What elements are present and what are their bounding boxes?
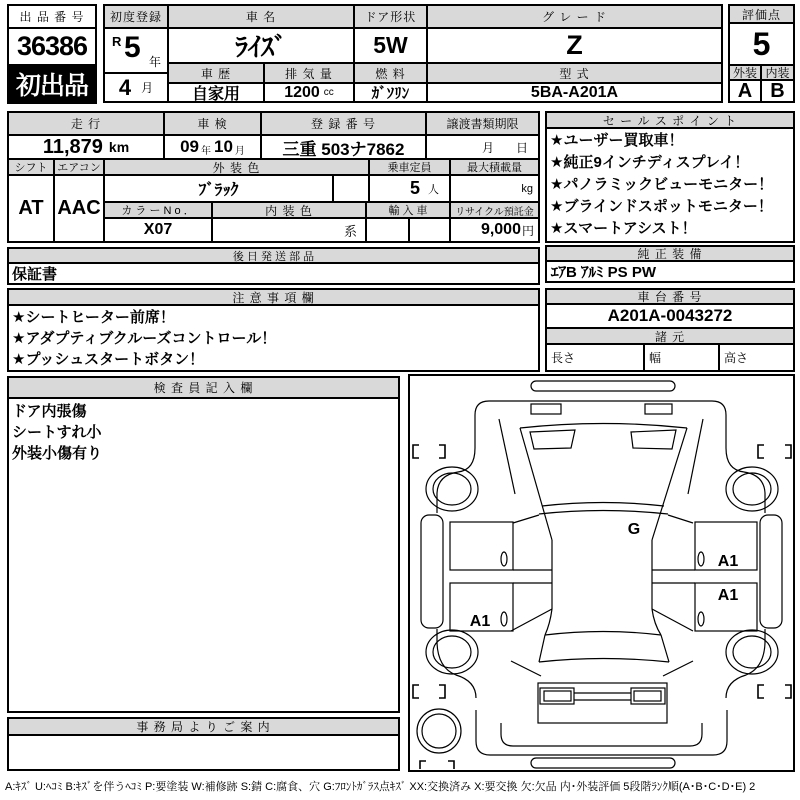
interior-grade-value: B — [770, 81, 785, 101]
inspection-month: 10 — [214, 137, 233, 156]
front-left-wheel-inner — [433, 473, 471, 505]
inspection-month-unit: 月 — [234, 145, 245, 157]
capacity-value — [370, 176, 451, 203]
details-table — [7, 111, 540, 243]
recycle-deposit-value — [451, 219, 538, 241]
transfer-month-unit: 月 — [481, 140, 494, 155]
exterior-grade-label: 外装 — [730, 66, 762, 81]
corner-bracket — [420, 761, 426, 769]
score-box — [728, 4, 795, 103]
rear-bumper-outline — [476, 710, 727, 755]
first-reg-era: R — [112, 34, 122, 49]
taillight-right-inner — [634, 691, 661, 701]
capacity-unit: 人 — [428, 183, 439, 196]
shift-value: AT — [9, 176, 55, 241]
left-sill — [421, 515, 443, 628]
aircon-value: AAC — [55, 176, 105, 241]
fuel-label: 燃 料 — [355, 64, 428, 84]
inspector-label: 検 査 員 記 入 欄 — [9, 378, 398, 399]
office-label: 事 務 局 よ り ご 案 内 — [9, 719, 398, 736]
mileage-unit: km — [108, 139, 130, 155]
damage-mark-g: G — [627, 521, 641, 538]
corner-bracket — [785, 685, 791, 698]
transfer-docs-label: 譲渡書類期限 — [427, 113, 538, 136]
left-rear-door-handle — [501, 612, 507, 626]
recycle-deposit-label: リサイクル預託金 — [451, 203, 538, 219]
damage-mark-a1-right-front: A1 — [717, 553, 739, 570]
spec-length-cell: 長さ — [547, 345, 645, 370]
corner-bracket — [413, 445, 419, 458]
score-value: 5 — [730, 24, 793, 66]
corner-bracket — [785, 445, 791, 458]
aircon-label: エアコン — [55, 160, 105, 176]
inspection-year-unit: 年 — [201, 145, 211, 157]
later-parts-box — [7, 247, 540, 285]
transfer-docs-value — [427, 136, 538, 160]
grade-label: グ レ ー ド — [428, 6, 721, 29]
color-no-label: カ ラ ー N o ． — [105, 203, 213, 219]
sales-point-item: ★純正9インチディスプレイ！ — [550, 154, 750, 171]
model-code-label: 型 式 — [428, 64, 721, 84]
right-a-pillar — [652, 428, 687, 540]
specs-label: 諸 元 — [547, 329, 793, 345]
damage-mark-a1-left-rear: A1 — [469, 613, 491, 630]
rear-left-curve — [545, 609, 552, 635]
car-diagram-box — [408, 374, 795, 772]
inspector-list — [9, 401, 398, 464]
rear-left-flap-top — [511, 609, 552, 631]
corner-bracket — [439, 445, 445, 458]
displacement-number: 1200 — [284, 84, 320, 101]
inspector-item: ドア内張傷 — [12, 403, 87, 420]
hood-edge-left — [499, 419, 515, 494]
rear-right-fender — [726, 629, 765, 698]
car-diagram — [410, 376, 793, 770]
first-reg-year: 5 — [124, 31, 141, 64]
transfer-day-unit: 日 — [515, 140, 528, 155]
rear-bumper-strip — [531, 758, 675, 768]
windshield-base-arc-1 — [542, 503, 664, 507]
color-no-value: X07 — [105, 219, 213, 241]
inspection-value — [165, 136, 262, 160]
equipment-value: ｴｱB ｱﾙﾐ PS PW — [551, 264, 657, 281]
right-rear-door-handle — [698, 612, 704, 626]
corner-bracket — [448, 761, 454, 769]
vehicle-info-table — [103, 4, 723, 103]
left-front-door-handle — [501, 552, 507, 566]
lot-box — [7, 4, 97, 104]
right-sill — [760, 515, 782, 628]
office-empty-area — [9, 736, 398, 769]
corner-bracket — [758, 685, 764, 698]
chassis-label: 車 台 番 号 — [547, 290, 793, 305]
spec-width-cell: 幅 — [645, 345, 720, 370]
corner-bracket — [413, 685, 419, 698]
payload-label: 最大積載量 — [451, 160, 538, 176]
sales-points-list — [547, 130, 793, 240]
legend-text: A:ｷｽﾞ U:ﾍｺﾐ B:ｷｽﾞを伴うﾍｺﾐ P:要塗装 W:補修跡 S:錆 C:腐食、穴 G:ﾌﾛﾝﾄｶﾞﾗｽ点ｷｽﾞ XX:交換済み X:要交換 欠:欠品 内･外装評価 5段階ﾗﾝｸ順(A･B･C･D･E) 2 — [5, 781, 756, 793]
interior-color-value: 系 — [213, 219, 367, 241]
exterior-color-label: 外 装 色 — [105, 160, 370, 176]
taillight-left-inner — [544, 691, 571, 701]
lot-number: 36386 — [9, 29, 95, 66]
history-label: 車 歴 — [169, 64, 265, 84]
sales-point-item: ★ブラインドスポットモニター！ — [550, 198, 773, 215]
door-shape-value: 5W — [355, 29, 428, 64]
rear-window-top-arc — [545, 632, 661, 636]
corner-bracket — [439, 685, 445, 698]
interior-grade-label: 内装 — [762, 66, 793, 81]
first-reg-month: 4 — [118, 74, 132, 100]
mileage-value — [9, 136, 165, 160]
sales-point-item: ★ユーザー買取車！ — [550, 132, 684, 149]
spare-tire-inner — [422, 714, 456, 748]
rear-bumper-inner — [501, 723, 702, 746]
fuel-value: ｶﾞｿﾘﾝ — [355, 84, 428, 101]
left-front-door — [450, 522, 513, 570]
sales-point-item: ★スマートアシスト！ — [550, 220, 697, 237]
door-shape-label: ドア形状 — [355, 6, 428, 29]
inspector-item: 外装小傷有り — [12, 445, 103, 462]
front-plate-right — [645, 404, 672, 414]
windshield-pane-left — [530, 430, 575, 449]
front-plate-left — [531, 404, 561, 414]
capacity-label: 乗車定員 — [370, 160, 451, 176]
notes-list — [9, 307, 538, 370]
grade-value: Z — [428, 29, 721, 64]
shift-label: シフト — [9, 160, 55, 176]
car-name-label: 車 名 — [169, 6, 355, 29]
office-box — [7, 717, 400, 771]
exterior-color-extra-cell — [334, 176, 370, 203]
first-reg-label: 初度登録 — [105, 6, 169, 29]
hood-edge-right — [688, 419, 703, 494]
front-left-flap — [513, 515, 539, 523]
mileage-label: 走 行 — [9, 113, 165, 136]
front-right-flap — [668, 515, 693, 523]
sales-points-box — [545, 111, 795, 243]
import-car-cell-2 — [410, 219, 451, 241]
rear-window-right — [661, 635, 669, 662]
corner-bracket — [758, 445, 764, 458]
import-car-cell-1 — [367, 219, 410, 241]
inspector-item: シートすれ小 — [12, 424, 102, 441]
rear-right-flap-top — [652, 609, 693, 631]
equipment-label: 純 正 装 備 — [547, 247, 793, 262]
displacement-value — [265, 84, 355, 101]
inspection-year: 09 — [180, 137, 199, 156]
rear-right-flap-bottom — [663, 661, 693, 676]
capacity-number: 5 — [409, 178, 420, 198]
inspector-box — [7, 376, 400, 713]
displacement-unit: cc — [323, 87, 334, 98]
note-item: ★シートヒーター前席！ — [12, 309, 175, 326]
note-item: ★プッシュスタートボタン！ — [12, 351, 205, 368]
spare-tire — [417, 709, 461, 753]
score-label: 評価点 — [730, 6, 793, 24]
payload-value: kg — [451, 176, 538, 203]
lot-label: 出 品 番 号 — [9, 6, 95, 29]
first-reg-month-cell — [105, 74, 169, 101]
interior-color-label: 内 装 色 — [213, 203, 367, 219]
rear-hatch — [538, 683, 667, 723]
recycle-unit: 円 — [521, 223, 534, 238]
history-value: 自家用 — [169, 84, 265, 101]
rear-left-wheel-inner — [433, 636, 471, 668]
sales-points-label: セ ー ル ス ポ イ ン ト — [547, 113, 793, 129]
front-bumper-outline — [475, 401, 726, 448]
import-car-label: 輸 入 車 — [367, 203, 451, 219]
first-reg-year-cell — [105, 29, 169, 74]
mileage-number: 11,879 — [42, 136, 103, 158]
right-front-door-handle — [698, 552, 704, 566]
sales-point-item: ★パノラミックビューモニター！ — [550, 176, 774, 193]
inspection-label: 車 検 — [165, 113, 262, 136]
front-right-wheel-inner — [733, 473, 771, 505]
first-reg-year-unit: 年 — [148, 55, 161, 69]
first-reg-month-unit: 月 — [141, 81, 154, 95]
chassis-value: A201A-0043272 — [547, 305, 793, 329]
rear-left-fender — [437, 629, 476, 698]
equipment-box — [545, 245, 795, 283]
spec-height-cell: 高さ — [724, 351, 749, 365]
rear-window-left — [539, 635, 545, 662]
windshield-base-arc-2 — [539, 511, 668, 515]
rear-window-bottom-arc — [539, 659, 669, 663]
registration-label: 登 録 番 号 — [262, 113, 427, 136]
chassis-box — [545, 288, 795, 372]
exterior-color-value: ﾌﾞﾗｯｸ — [105, 176, 334, 203]
later-parts-label: 後 日 発 送 部 品 — [9, 249, 538, 264]
note-item: ★アダプティブクルーズコントロール！ — [12, 330, 277, 347]
right-door-joint-lines — [652, 570, 695, 583]
damage-mark-a1-right-rear: A1 — [717, 587, 739, 604]
recycle-number: 9,000 — [480, 221, 521, 238]
model-code-value: 5BA-A201A — [530, 84, 619, 101]
notes-box — [7, 288, 540, 372]
windshield-pane-right — [631, 430, 676, 449]
left-door-joint-lines — [513, 570, 552, 583]
rear-left-flap-bottom — [511, 661, 541, 676]
rear-right-wheel-inner — [733, 636, 771, 668]
exterior-grade-value: A — [730, 81, 762, 101]
car-name: ﾗｲｽﾞ — [169, 29, 355, 64]
notes-label: 注 意 事 項 欄 — [9, 290, 538, 306]
cowl-arc — [520, 424, 687, 429]
first-listing-badge: 初出品 — [9, 66, 95, 102]
displacement-label: 排 気 量 — [265, 64, 355, 84]
front-bumper-strip — [531, 381, 675, 391]
registration-value: 三重 503ナ7862 — [262, 136, 427, 160]
left-a-pillar — [520, 428, 552, 540]
later-parts-value: 保証書 — [12, 266, 58, 283]
